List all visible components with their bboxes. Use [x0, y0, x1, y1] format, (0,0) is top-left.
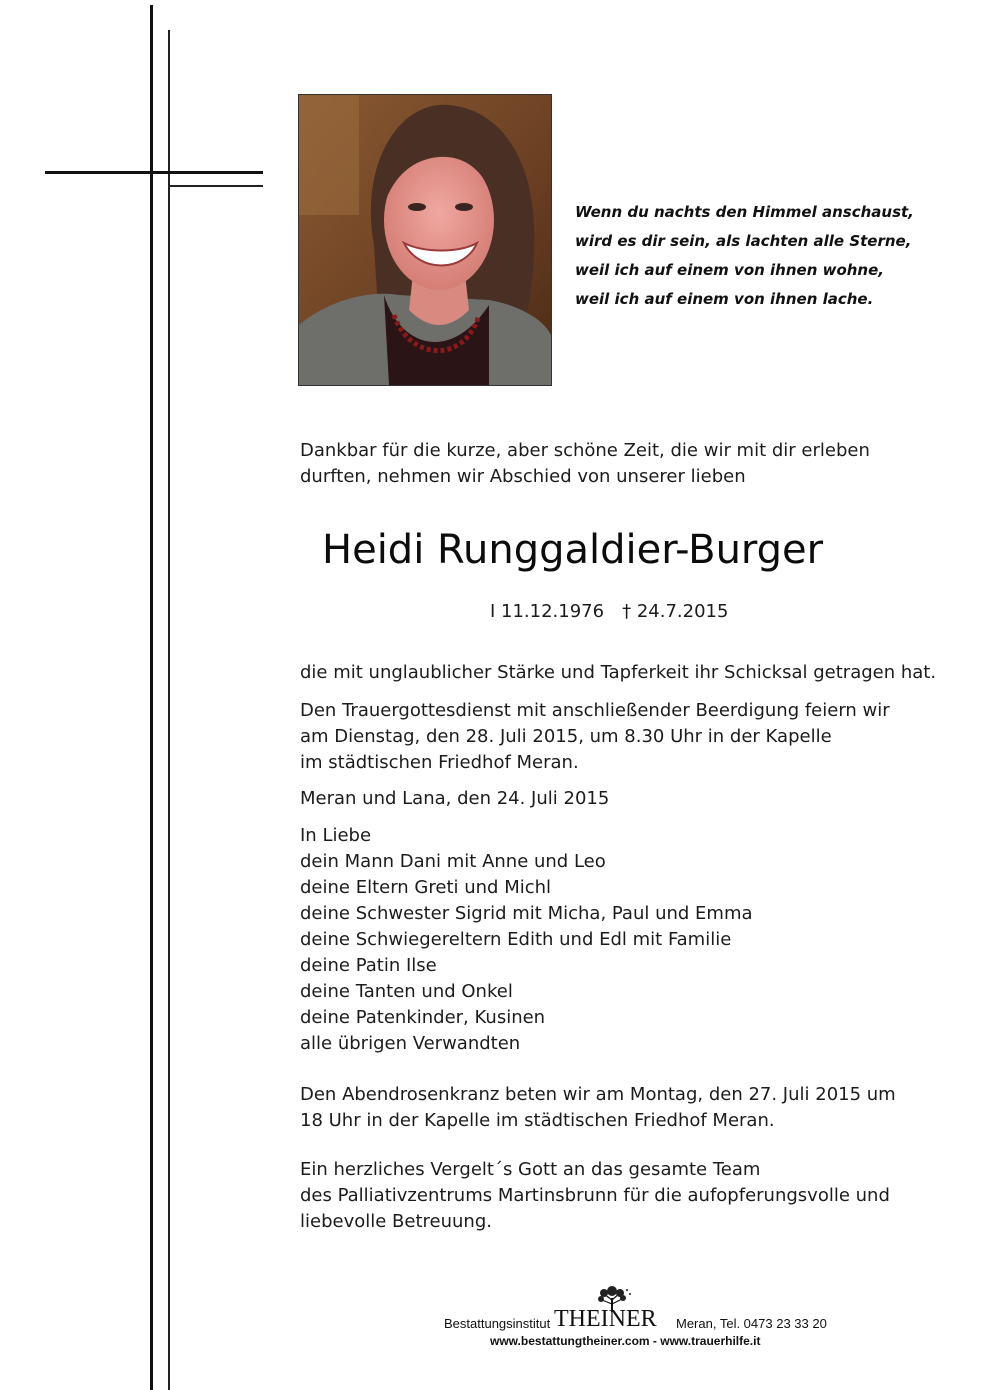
intro-line: durften, nehmen wir Abschied von unserer lieben — [300, 466, 746, 487]
institute-label: Bestattungsinstitut — [444, 1316, 551, 1331]
service-line: im städtischen Friedhof Meran. — [300, 752, 579, 773]
contact-info: Meran, Tel. 0473 23 33 20 — [676, 1316, 827, 1331]
quote-line: weil ich auf einem von ihnen wohne, — [575, 261, 884, 279]
cross-vertical-line — [150, 5, 153, 1390]
funeral-service-paragraph — [300, 698, 890, 776]
deceased-name: Heidi Runggaldier-Burger — [322, 527, 824, 573]
mourner-line: alle übrigen Verwandten — [300, 1033, 521, 1054]
cross-horizontal-line-inner — [168, 185, 263, 187]
cross-vertical-line-inner — [168, 30, 170, 1390]
strength-sentence: die mit unglaublicher Stärke und Tapferkeit ihr Schicksal getragen hat. — [300, 662, 937, 683]
mourner-line: dein Mann Dani mit Anne und Leo — [300, 851, 606, 872]
quote-line: Wenn du nachts den Himmel anschaust, — [575, 203, 914, 221]
mourners-list — [300, 823, 753, 1057]
funeral-home-footer — [444, 1286, 844, 1348]
thanks-line: liebevolle Betreuung. — [300, 1211, 492, 1232]
mourner-line: deine Schwiegereltern Edith und Edl mit Familie — [300, 929, 732, 950]
mourner-line: deine Patenkinder, Kusinen — [300, 1007, 546, 1028]
rosary-line: Den Abendrosenkranz beten wir am Montag, den 27. Juli 2015 um — [300, 1084, 896, 1105]
life-dates — [490, 599, 746, 625]
mourner-line: In Liebe — [300, 825, 372, 846]
service-line: am Dienstag, den 28. Juli 2015, um 8.30 Uhr in der Kapelle — [300, 726, 832, 747]
place-date: Meran und Lana, den 24. Juli 2015 — [300, 788, 610, 809]
mourner-line: deine Tanten und Onkel — [300, 981, 513, 1002]
mourner-line: deine Patin Ilse — [300, 955, 437, 976]
rosary-line: 18 Uhr in der Kapelle im städtischen Friedhof Meran. — [300, 1110, 775, 1131]
mourner-line: deine Schwester Sigrid mit Micha, Paul und Emma — [300, 903, 753, 924]
mourner-line: deine Eltern Greti und Michl — [300, 877, 552, 898]
intro-line: Dankbar für die kurze, aber schöne Zeit, die wir mit dir erleben — [300, 440, 870, 461]
thanks-paragraph — [300, 1157, 890, 1235]
intro-paragraph — [300, 438, 870, 490]
memorial-quote — [575, 198, 955, 314]
thanks-line: des Palliativzentrums Martinsbrunn für die aufopferungsvolle und — [300, 1185, 890, 1206]
quote-line: weil ich auf einem von ihnen lache. — [575, 290, 874, 308]
website-links: www.bestattungtheiner.com - www.trauerhilfe.it — [490, 1334, 761, 1348]
death-date: † 24.7.2015 — [622, 601, 729, 622]
portrait-illustration — [299, 95, 551, 385]
thanks-line: Ein herzliches Vergelt´s Gott an das gesamte Team — [300, 1159, 761, 1180]
service-line: Den Trauergottesdienst mit anschließender Beerdigung feiern wir — [300, 700, 890, 721]
birth-date: I 11.12.1976 — [490, 601, 605, 622]
portrait-photo — [298, 94, 552, 386]
rosary-paragraph — [300, 1082, 896, 1134]
quote-line: wird es dir sein, als lachten alle Sterne, — [575, 232, 912, 250]
funeral-home-brand: THEINER — [554, 1306, 657, 1332]
cross-horizontal-line — [45, 171, 263, 174]
